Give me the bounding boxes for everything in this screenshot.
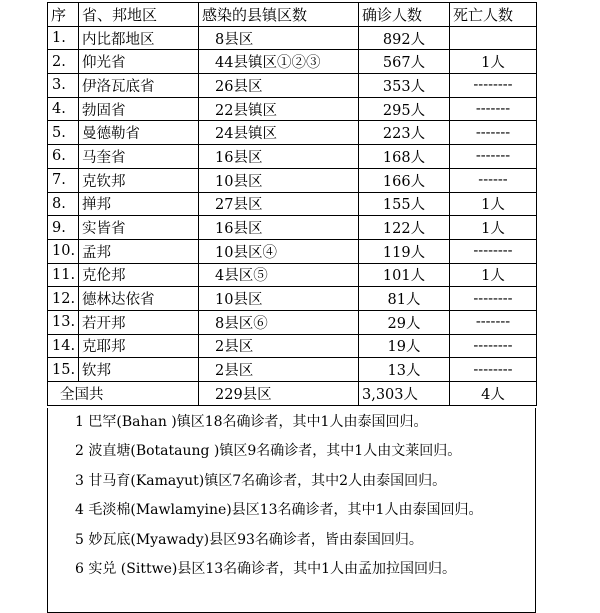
row-number: 7. xyxy=(48,168,79,192)
table-row xyxy=(48,168,537,192)
death-count: ------- xyxy=(450,310,537,334)
row-number: 15. xyxy=(48,358,79,382)
region-name: 德林达依省 xyxy=(79,287,199,311)
row-number: 10. xyxy=(48,239,79,263)
confirmed-count: 155人 xyxy=(359,192,450,216)
header-region: 省、邦地区 xyxy=(79,3,199,27)
header-row xyxy=(48,3,537,27)
confirmed-count: 168人 xyxy=(359,145,450,169)
confirmed-count: 166人 xyxy=(359,168,450,192)
row-number: 14. xyxy=(48,334,79,358)
death-count: -------- xyxy=(450,287,537,311)
region-name: 实皆省 xyxy=(79,216,199,240)
total-row xyxy=(48,382,537,406)
table-row xyxy=(48,263,537,287)
death-count xyxy=(450,26,537,50)
table-row xyxy=(48,145,537,169)
confirmed-count: 223人 xyxy=(359,121,450,145)
total-confirmed: 3,303人 xyxy=(359,382,450,406)
confirmed-count: 101人 xyxy=(359,263,450,287)
table-row xyxy=(48,334,537,358)
region-name: 马奎省 xyxy=(79,145,199,169)
death-count: 1人 xyxy=(450,192,537,216)
table-row xyxy=(48,97,537,121)
death-count: 1人 xyxy=(450,50,537,74)
death-count: -------- xyxy=(450,239,537,263)
town-count: 24县镇区 xyxy=(199,121,359,145)
death-count: ------ xyxy=(450,168,537,192)
footnote: 6 实兑 (Sittwe)县区13名确诊者，其中1人由孟加拉国回归。 xyxy=(75,561,457,578)
region-name: 仰光省 xyxy=(79,50,199,74)
region-name: 克钦邦 xyxy=(79,168,199,192)
table-row xyxy=(48,192,537,216)
death-count: ------- xyxy=(450,145,537,169)
town-count: 27县区 xyxy=(199,192,359,216)
death-count: -------- xyxy=(450,74,537,98)
confirmed-count: 122人 xyxy=(359,216,450,240)
confirmed-count: 567人 xyxy=(359,50,450,74)
confirmed-count: 892人 xyxy=(359,26,450,50)
total-label: 全国共 xyxy=(48,382,199,406)
confirmed-count: 19人 xyxy=(359,334,450,358)
row-number: 11. xyxy=(48,263,79,287)
footnotes xyxy=(47,408,536,613)
table-row xyxy=(48,358,537,382)
table-row xyxy=(48,121,537,145)
header-towns: 感染的县镇区数 xyxy=(199,3,359,27)
total-deaths: 4人 xyxy=(450,382,537,406)
confirmed-count: 353人 xyxy=(359,74,450,98)
table-body xyxy=(48,26,537,381)
confirmed-count: 13人 xyxy=(359,358,450,382)
town-count: 2县区 xyxy=(199,334,359,358)
row-number: 1. xyxy=(48,26,79,50)
town-count: 4县区⑤ xyxy=(199,263,359,287)
death-count: 1人 xyxy=(450,216,537,240)
row-number: 5. xyxy=(48,121,79,145)
death-count: ------- xyxy=(450,97,537,121)
town-count: 26县区 xyxy=(199,74,359,98)
region-name: 孟邦 xyxy=(79,239,199,263)
region-name: 克耶邦 xyxy=(79,334,199,358)
table-row xyxy=(48,216,537,240)
footnote: 3 甘马育(Kamayut)镇区7名确诊者，其中2人由泰国回归。 xyxy=(75,472,447,489)
table-row xyxy=(48,50,537,74)
region-name: 掸邦 xyxy=(79,192,199,216)
footnote: 5 妙瓦底(Myawady)县区93名确诊者，皆由泰国回归。 xyxy=(75,531,423,548)
row-number: 9. xyxy=(48,216,79,240)
town-count: 22县镇区 xyxy=(199,97,359,121)
header-deaths: 死亡人数 xyxy=(450,3,537,27)
row-number: 13. xyxy=(48,310,79,334)
row-number: 4. xyxy=(48,97,79,121)
row-number: 2. xyxy=(48,50,79,74)
footnote: 4 毛淡棉(Mawlamyine)县区13名确诊者，其中1人由泰国回归。 xyxy=(75,502,483,519)
death-count: -------- xyxy=(450,334,537,358)
death-count: ------- xyxy=(450,121,537,145)
confirmed-count: 29人 xyxy=(359,310,450,334)
town-count: 44县镇区①②③ xyxy=(199,50,359,74)
town-count: 8县区⑥ xyxy=(199,310,359,334)
table-row xyxy=(48,74,537,98)
footnote: 1 巴罕(Bahan )镇区18名确诊者，其中1人由泰国回归。 xyxy=(75,413,428,430)
table-row xyxy=(48,310,537,334)
row-number: 12. xyxy=(48,287,79,311)
row-number: 6. xyxy=(48,145,79,169)
region-name: 曼德勒省 xyxy=(79,121,199,145)
town-count: 2县区 xyxy=(199,358,359,382)
confirmed-count: 81人 xyxy=(359,287,450,311)
town-count: 10县区 xyxy=(199,168,359,192)
death-count: -------- xyxy=(450,358,537,382)
region-name: 勃固省 xyxy=(79,97,199,121)
confirmed-count: 295人 xyxy=(359,97,450,121)
town-count: 8县区 xyxy=(199,26,359,50)
covid-stats-document xyxy=(47,2,536,613)
header-confirmed: 确诊人数 xyxy=(359,3,450,27)
death-count: 1人 xyxy=(450,263,537,287)
table-row xyxy=(48,287,537,311)
header-no: 序 xyxy=(48,3,79,27)
town-count: 16县区 xyxy=(199,145,359,169)
town-count: 10县区④ xyxy=(199,239,359,263)
region-name: 钦邦 xyxy=(79,358,199,382)
region-name: 内比都地区 xyxy=(79,26,199,50)
footnote: 2 波直塘(Botataung )镇区9名确诊者，其中1人由文莱回归。 xyxy=(75,443,462,460)
total-towns: 229县区 xyxy=(199,382,359,406)
row-number: 8. xyxy=(48,192,79,216)
confirmed-count: 119人 xyxy=(359,239,450,263)
table-row xyxy=(48,26,537,50)
stats-table xyxy=(47,2,537,406)
region-name: 伊洛瓦底省 xyxy=(79,74,199,98)
town-count: 10县区 xyxy=(199,287,359,311)
row-number: 3. xyxy=(48,74,79,98)
town-count: 16县区 xyxy=(199,216,359,240)
region-name: 克伦邦 xyxy=(79,263,199,287)
table-row xyxy=(48,239,537,263)
region-name: 若开邦 xyxy=(79,310,199,334)
